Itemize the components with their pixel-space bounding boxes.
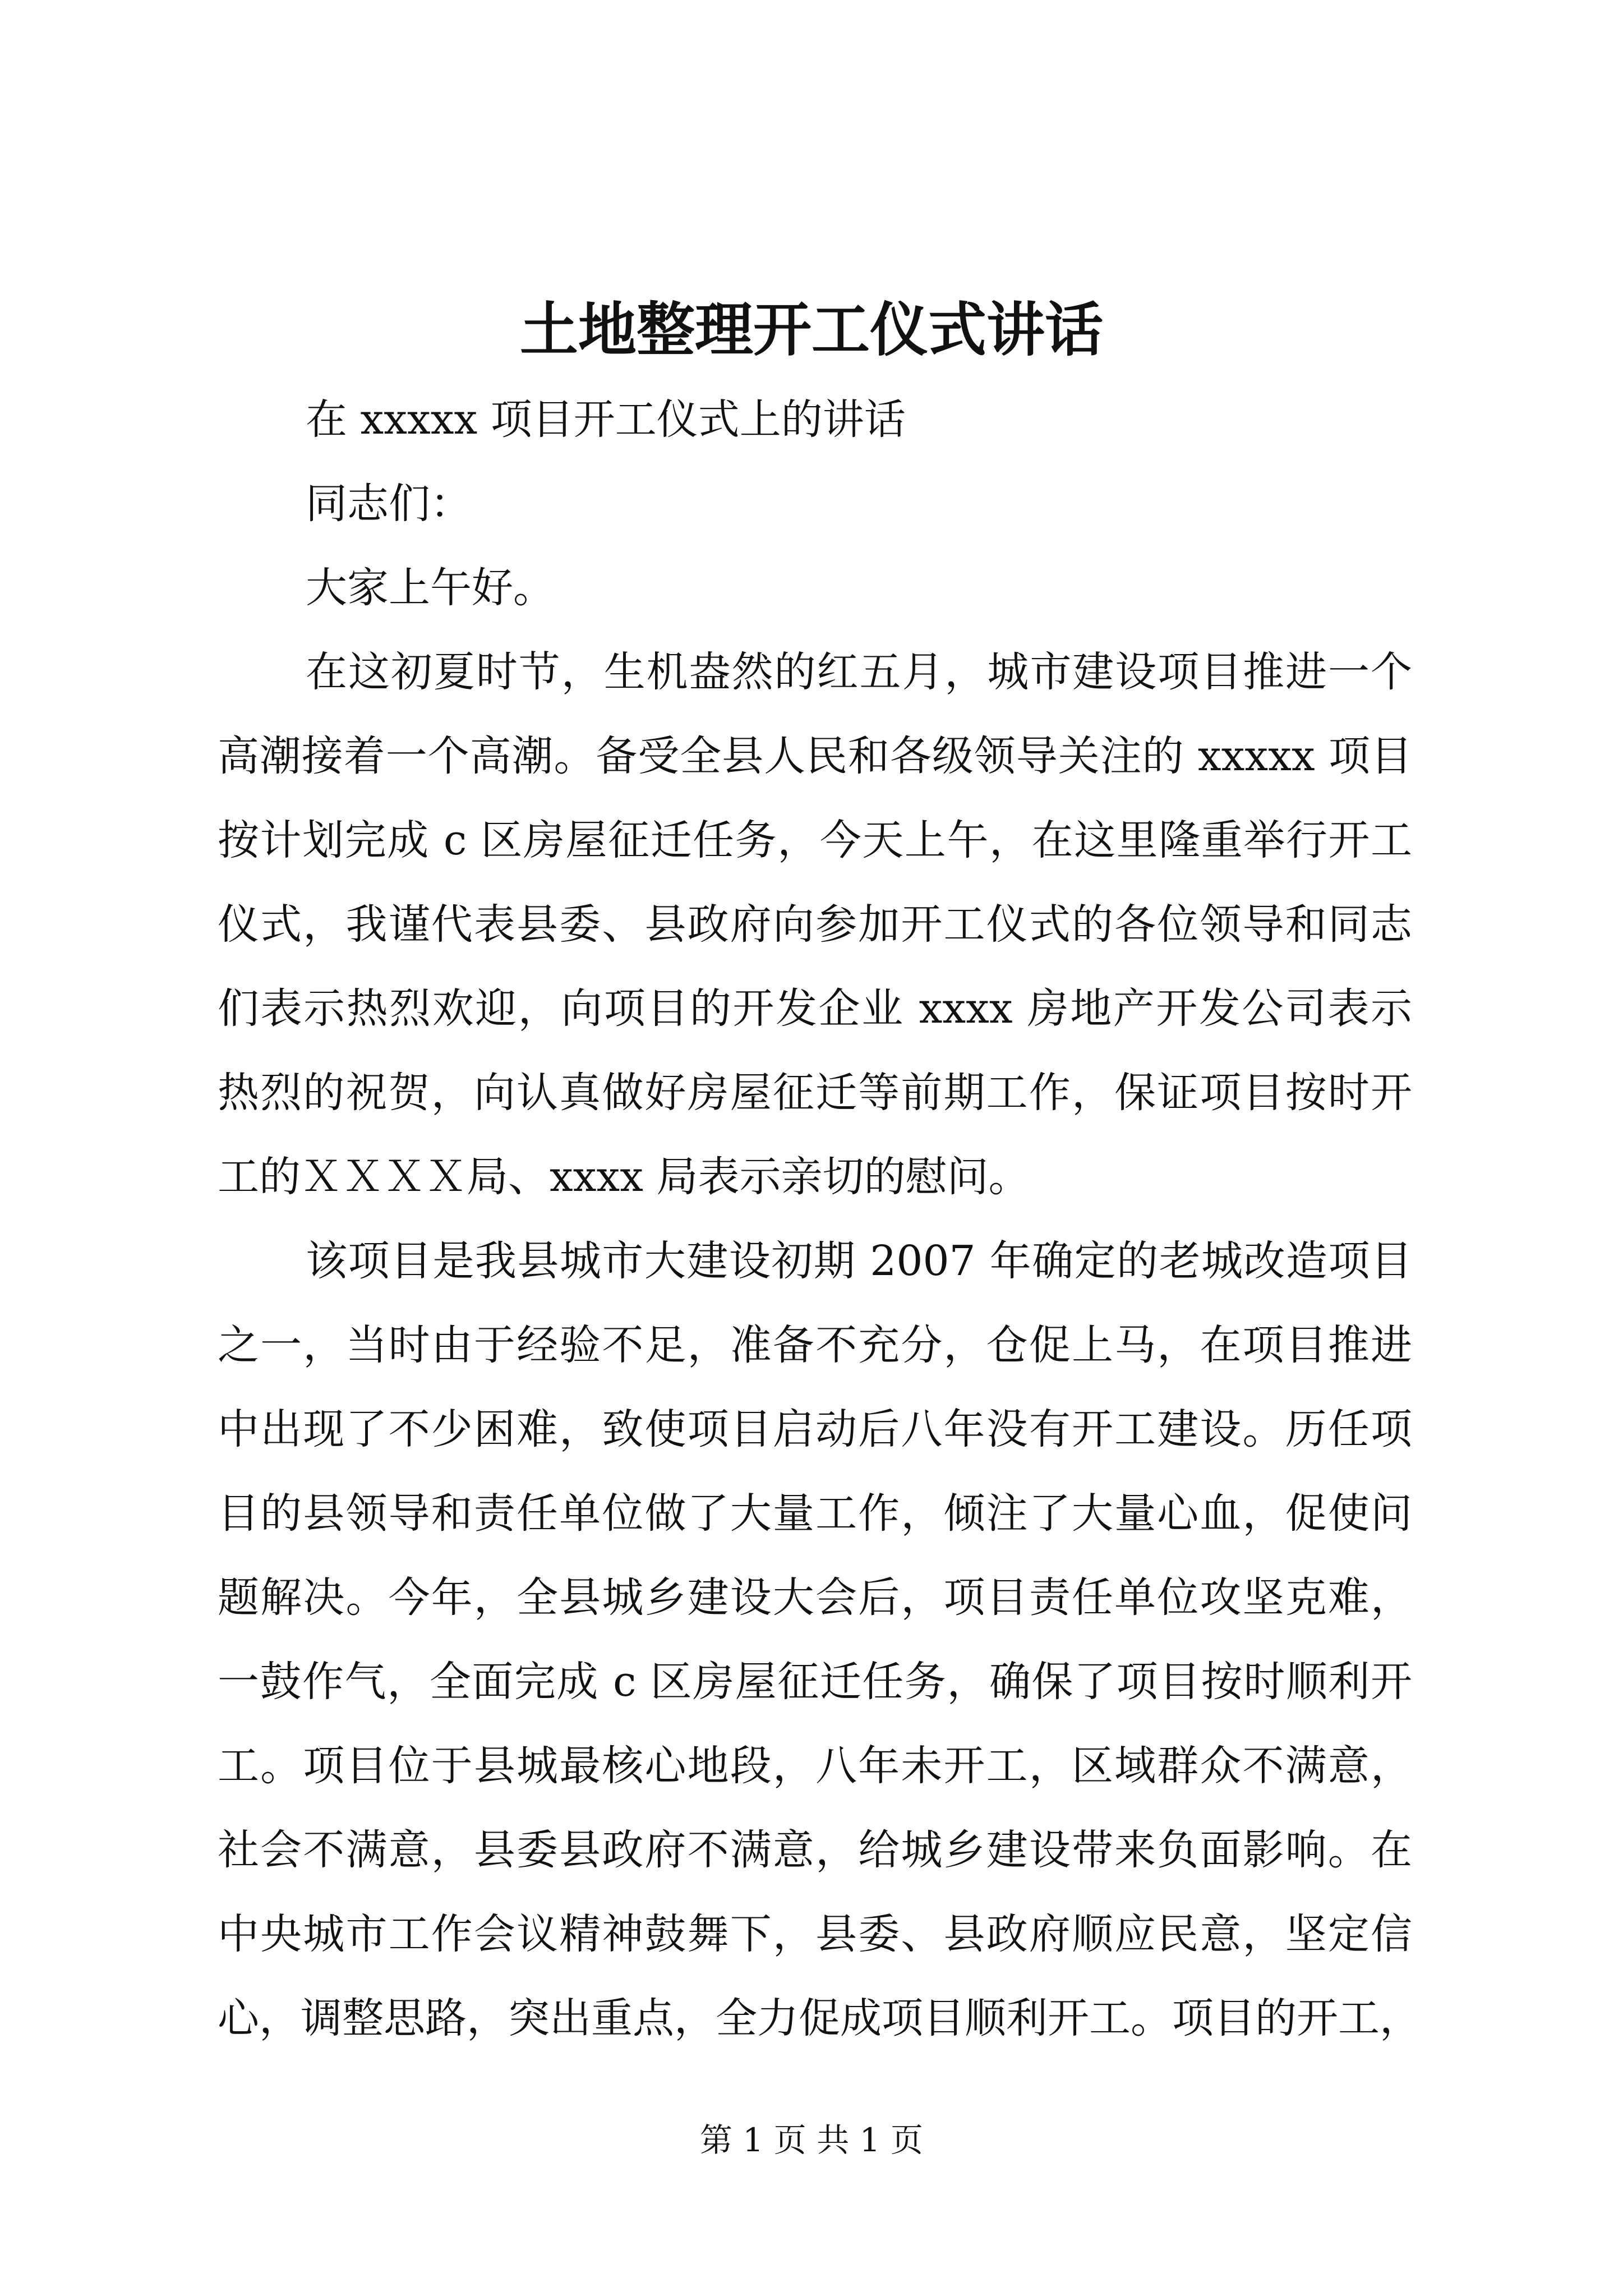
text-line: 题解决。今年，全县城乡建设大会后，项目责任单位攻坚克难，	[218, 1573, 1412, 1622]
text-line: 在这初夏时节，生机盎然的红五月，城市建设项目推进一个	[306, 648, 1412, 696]
text-line: 目的县领导和责任单位做了大量工作，倾注了大量心血，促使问	[218, 1489, 1412, 1538]
text-line: 在 xxxxx 项目开工仪式上的讲话	[306, 395, 906, 444]
text-line: 该项目是我县城市大建设初期 2007 年确定的老城改造项目	[306, 1237, 1412, 1285]
text-line: 一鼓作气，全面完成 c 区房屋征迁任务，确保了项目按时顺利开	[218, 1658, 1412, 1706]
page-footer: 第 1 页 共 1 页	[700, 2121, 923, 2159]
text-line: 心，调整思路，突出重点，全力促成项目顺利开工。项目的开工，	[218, 1994, 1421, 2042]
text-line: 社会不满意，县委县政府不满意，给城乡建设带来负面影响。在	[218, 1826, 1412, 1874]
text-line: 热烈的祝贺，向认真做好房屋征迁等前期工作，保证项目按时开	[218, 1069, 1412, 1117]
text-line: 同志们：	[306, 480, 472, 528]
text-line: 大家上午好。	[306, 564, 555, 612]
text-line: 仪式，我谨代表县委、县政府向参加开工仪式的各位领导和同志	[218, 900, 1412, 949]
text-line: 高潮接着一个高潮。备受全县人民和各级领导关注的 xxxxx 项目	[218, 732, 1412, 780]
text-line: 们表示热烈欢迎，向项目的开发企业 xxxx 房地产开发公司表示	[218, 984, 1412, 1033]
document-title: 土地整理开工仪式讲话	[519, 295, 1103, 364]
text-line: 之一，当时由于经验不足，准备不充分，仓促上马，在项目推进	[218, 1321, 1412, 1369]
text-line: 中央城市工作会议精神鼓舞下，县委、县政府顺应民意，坚定信	[218, 1910, 1412, 1958]
text-line: 工的ＸＸＸＸ局、xxxx 局表示亲切的慰问。	[218, 1153, 1030, 1201]
text-line: 中出现了不少困难，致使项目启动后八年没有开工建设。历任项	[218, 1405, 1412, 1453]
text-line: 按计划完成 c 区房屋征迁任务，今天上午，在这里隆重举行开工	[218, 816, 1412, 864]
text-line: 工。项目位于县城最核心地段，八年未开工，区域群众不满意，	[218, 1742, 1412, 1790]
